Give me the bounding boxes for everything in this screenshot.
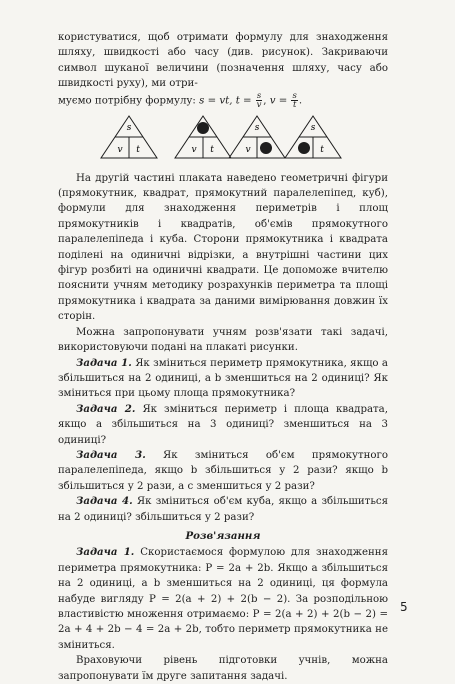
page-number: 5 (400, 600, 408, 614)
paragraph-3: Можна запропонувати учням розв'язати такі задачі, використовуючи подані на плакаті рисунки. (58, 326, 388, 354)
cover-disc (298, 142, 310, 154)
task-3-label: Задача 3. (76, 448, 146, 461)
formula-v-lhs: v = (269, 95, 288, 107)
task-3-text: Як зміниться об'єм прямокутного паралелепіпеда, якщо b збільшиться у 2 рази? якщо b збільшиться у 2 рази, а c зменшиться у 2 рази? (58, 449, 389, 492)
formula-t-den: v (256, 99, 262, 110)
svt-triangle (284, 115, 342, 159)
triangle-letter-top: s (254, 122, 260, 133)
formula-v-num: s (292, 90, 297, 101)
task-1 (58, 356, 388, 402)
triangle-letter-right: t (210, 144, 214, 155)
page-body (58, 30, 388, 684)
task-4 (58, 494, 388, 525)
solution-1-text: Скористаємося формулою для знаходження периметра прямокутника: P = 2a + 2b. Якщо a збільшиться на 2 одиниці, а b зменшиться на 2 одиниці, ця формула набуде вигляду P = 2(a + 2) + 2(b − 2). За розподільною властивістю множення отримаємо: P = 2(a + 2) + 2(b − 2) = 2a + 4 + 2b − 4 = 2a + 2b, тобто периметр прямокутника не зміниться. (58, 547, 388, 651)
task-3 (58, 448, 388, 494)
paragraph-last: Враховуючи рівень підготовки учнів, можна запропонувати їм друге запитання задачі. (58, 655, 388, 682)
solution-1 (58, 545, 388, 653)
solution-heading: Розв'язання (185, 529, 261, 542)
formula-line: муємо потрібну формулу: s = vt, t = $\frac{s}{v}$ , v = $\frac{s}{t}$ . (58, 90, 303, 110)
paragraph-1: користуватися, щоб отримати формулу для знаходження шляху, швидкості або часу (див. рисунок). Закриваючи символ шуканої величини (позначення шляху, часу або швидкості руху), ми отри- (58, 32, 388, 90)
triangle-letter-left: v (191, 144, 197, 155)
formula-t-num: s (256, 90, 262, 101)
cover-disc (197, 122, 209, 134)
solution-1-label: Задача 1. (76, 546, 135, 559)
formula-v-den: t (292, 99, 297, 110)
task-2-text: Як зміниться периметр і площа квадрата, якщо a збільшиться на 3 одиниці? зменшиться на 3 одиниці? (58, 403, 388, 446)
formula-v-fraction (291, 92, 297, 109)
task-2 (58, 402, 388, 448)
formula-lead: муємо потрібну формулу: (58, 95, 196, 107)
task-4-text: Як зміниться об'єм куба, якщо a збільшиться на 2 одиниці? збільшиться у 2 рази? (58, 496, 388, 523)
task-1-label: Задача 1. (76, 356, 132, 369)
triangle-letter-left: v (245, 144, 251, 155)
formula-t-fraction (256, 92, 262, 109)
task-1-text: Як зміниться периметр прямокутника, якщо a збільшиться на 2 одиниці, а b зменшиться на 2 одиниці? Як зміниться при цьому площа прямокутника? (58, 357, 389, 400)
paragraph-2: На другій частині плаката наведено геометричні фігури (прямокутник, квадрат, прямокутний паралелепіпед, куб), формули для знаходження периметрів і площ прямокутників і квадратів, об'ємів прямокутного паралелепіпеда і куба. Сторони прямокутника і квадрата поділені на одиничні відрізки, а внутрішні частини цих фігур розбиті на одиничні квадрати. Це допоможе вчителю пояснити учням методику розрахунків периметра та площі прямокутника і квадрата за даними вимірювання довжин їх сторін. (58, 172, 388, 323)
triangle-letter-right: t (136, 144, 140, 155)
svt-triangle (100, 115, 158, 159)
svt-triangle (228, 115, 286, 159)
formula-t-lhs: t = (235, 95, 252, 107)
triangle-diagrams (58, 115, 388, 163)
cover-disc (260, 142, 272, 154)
triangle-letter-top: s (310, 122, 316, 133)
task-4-label: Задача 4. (76, 495, 133, 508)
triangle-letter-left: v (117, 144, 123, 155)
formula-s: s = vt, (199, 95, 233, 107)
triangle-letter-top: s (126, 122, 132, 133)
task-2-label: Задача 2. (76, 402, 136, 415)
triangle-letter-right: t (320, 144, 324, 155)
svt-triangle (174, 115, 232, 159)
